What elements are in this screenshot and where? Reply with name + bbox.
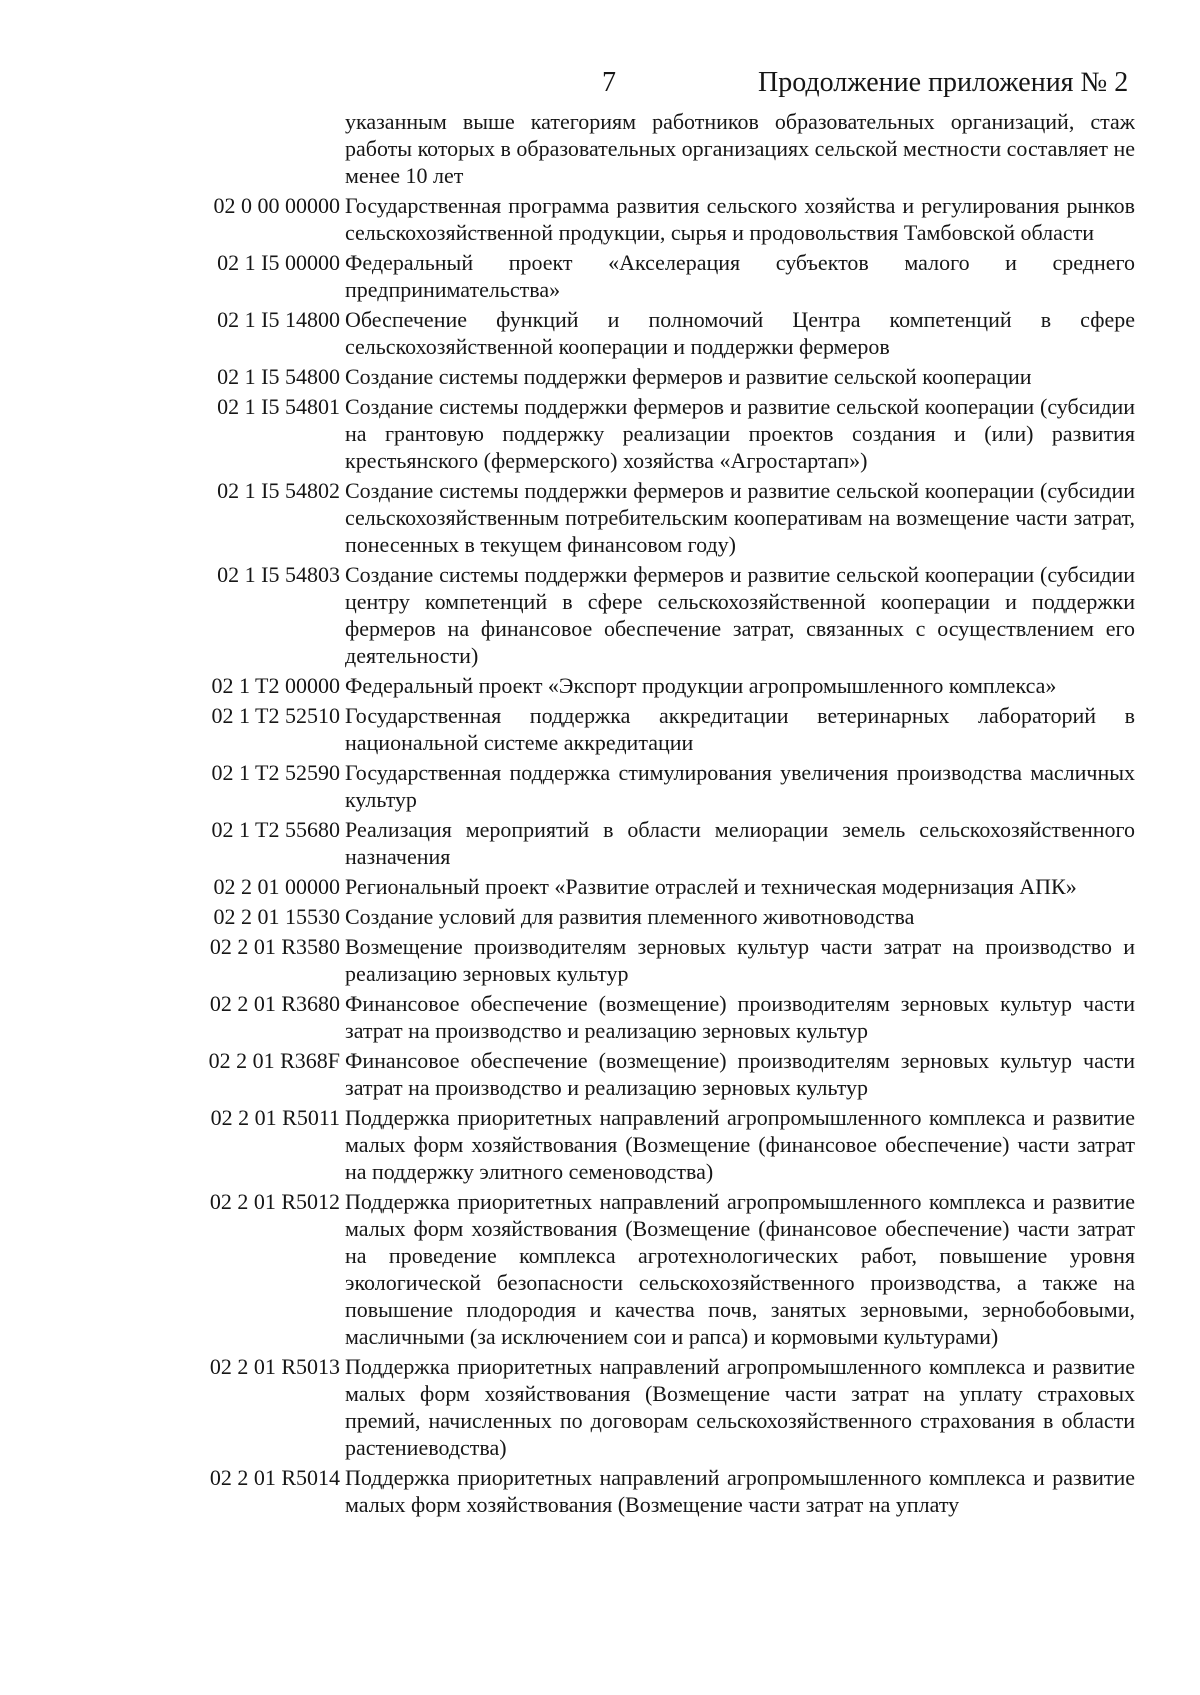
row-description: Создание системы поддержки фермеров и развитие сельской кооперации (субсидии на грантовую поддержку реализации проектов создания и (или) развития крестьянского (фермерского) хозяйства «Агростартап») (345, 394, 1135, 473)
row-description: Региональный проект «Развитие отраслей и техническая модернизация АПК» (345, 874, 1077, 899)
row-description: Реализация мероприятий в области мелиорации земель сельскохозяйственного назначения (345, 817, 1135, 869)
row-code: 02 2 01 00000 (213, 874, 340, 899)
row-code: 02 1 T2 52510 (211, 703, 340, 728)
row-code: 02 1 T2 00000 (211, 673, 340, 698)
row-description: Федеральный проект «Акселерация субъектов малого и среднего предпринимательства» (345, 250, 1135, 302)
table-row (0, 477, 1200, 558)
row-description: Государственная поддержка аккредитации ветеринарных лабораторий в национальной системе аккредитации (345, 703, 1135, 755)
table-row (0, 816, 1200, 870)
row-description: Финансовое обеспечение (возмещение) производителям зерновых культур части затрат на производство и реализацию зерновых культур (345, 1048, 1135, 1100)
table-row (0, 192, 1200, 246)
table-row (0, 1464, 1200, 1518)
table-row (0, 393, 1200, 474)
row-description: Государственная программа развития сельского хозяйства и регулирования рынков сельскохозяйственной продукции, сырья и продовольствия Тамбовской области (345, 193, 1135, 245)
row-code: 02 2 01 R3580 (209, 934, 340, 959)
row-code: 02 2 01 R5012 (209, 1189, 340, 1214)
row-description: Федеральный проект «Экспорт продукции агропромышленного комплекса» (345, 673, 1057, 698)
table-row (0, 873, 1200, 900)
page-header-title: Продолжение приложения № 2 (758, 67, 1129, 98)
table-row (0, 1188, 1200, 1350)
row-code: 02 2 01 R3680 (209, 991, 340, 1016)
row-description: Создание системы поддержки фермеров и развитие сельской кооперации (345, 364, 1032, 389)
table-row (0, 249, 1200, 303)
table-row (0, 759, 1200, 813)
table-row (0, 363, 1200, 390)
row-code: 02 1 T2 52590 (211, 760, 340, 785)
row-description: Поддержка приоритетных направлений агропромышленного комплекса и развитие малых форм хозяйствования (Возмещение части затрат на уплату страховых премий, начисленных по договорам сельскохозяйственного страхования в области растениеводства) (345, 1354, 1135, 1460)
table-row (0, 933, 1200, 987)
row-code: 02 1 I5 54800 (217, 364, 340, 389)
row-code: 02 2 01 R368F (208, 1048, 340, 1073)
row-description: Создание системы поддержки фермеров и развитие сельской кооперации (субсидии центру компетенций в сфере сельскохозяйственной кооперации и поддержки фермеров на финансовое обеспечение затрат, связанных с осуществлением его деятельности) (345, 562, 1135, 668)
row-description: указанным выше категориям работников образовательных организаций, стаж работы которых в образовательных организациях сельской местности составляет не менее 10 лет (345, 109, 1135, 188)
row-description: Финансовое обеспечение (возмещение) производителям зерновых культур части затрат на производство и реализацию зерновых культур (345, 991, 1135, 1043)
row-code: 02 2 01 R5013 (209, 1354, 340, 1379)
table-row (0, 108, 1200, 189)
row-description: Государственная поддержка стимулирования увеличения производства масличных культур (345, 760, 1135, 812)
table-row (0, 903, 1200, 930)
row-code: 02 2 01 R5011 (210, 1105, 340, 1130)
row-code: 02 1 I5 14800 (217, 307, 340, 332)
table-row (0, 1047, 1200, 1101)
table-row (0, 702, 1200, 756)
table-row (0, 1353, 1200, 1461)
table-row (0, 1104, 1200, 1185)
row-code: 02 2 01 R5014 (209, 1465, 340, 1490)
row-code: 02 1 T2 55680 (211, 817, 340, 842)
row-description: Возмещение производителям зерновых культур части затрат на производство и реализацию зерновых культур (345, 934, 1135, 986)
table-row (0, 672, 1200, 699)
row-code: 02 1 I5 54803 (217, 562, 340, 587)
classification-table (0, 108, 1200, 1521)
table-row (0, 306, 1200, 360)
table-row (0, 990, 1200, 1044)
table-row (0, 561, 1200, 669)
row-code: 02 1 I5 00000 (217, 250, 340, 275)
row-description: Поддержка приоритетных направлений агропромышленного комплекса и развитие малых форм хозяйствования (Возмещение (финансовое обеспечение) части затрат на проведение комплекса агротехнологических работ, повышение уровня экологической безопасности сельскохозяйственного производства, а также на повышение плодородия и качества почв, занятых зерновыми, зернобобовыми, масличными (за исключением сои и рапса) и кормовыми культурами) (345, 1189, 1135, 1349)
row-description: Создание системы поддержки фермеров и развитие сельской кооперации (субсидии сельскохозяйственным потребительским кооперативам на возмещение части затрат, понесенных в текущем финансовом году) (345, 478, 1135, 557)
row-code: 02 1 I5 54801 (217, 394, 340, 419)
row-code: 02 1 I5 54802 (217, 478, 340, 503)
row-code: 02 0 00 00000 (213, 193, 340, 218)
row-description: Поддержка приоритетных направлений агропромышленного комплекса и развитие малых форм хозяйствования (Возмещение (финансовое обеспечение) части затрат на поддержку элитного семеноводства) (345, 1105, 1135, 1184)
row-description: Поддержка приоритетных направлений агропромышленного комплекса и развитие малых форм хозяйствования (Возмещение части затрат на уплату (345, 1465, 1135, 1517)
page-number: 7 (602, 67, 616, 98)
row-description: Создание условий для развития племенного животноводства (345, 904, 915, 929)
row-description: Обеспечение функций и полномочий Центра компетенций в сфере сельскохозяйственной кооперации и поддержки фермеров (345, 307, 1135, 359)
row-code: 02 2 01 15530 (213, 904, 340, 929)
